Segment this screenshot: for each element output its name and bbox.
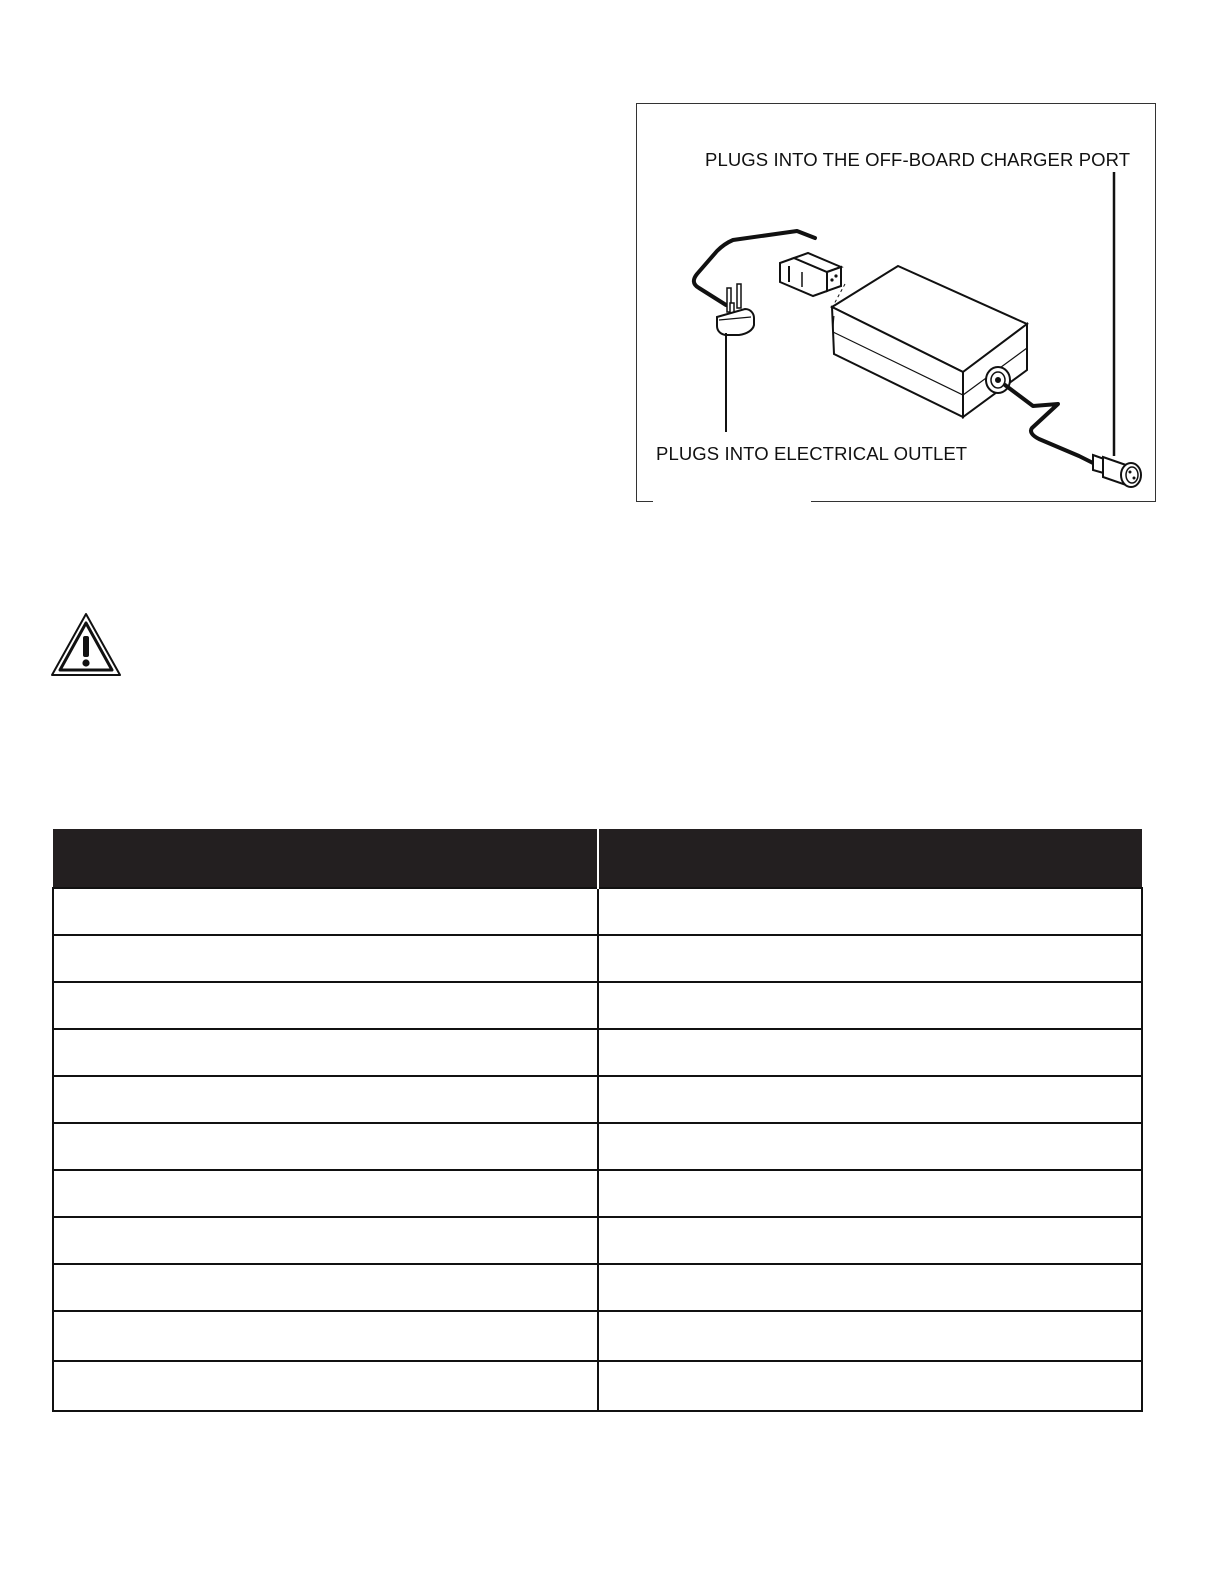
- table-cell: [598, 982, 1143, 1029]
- table-cell: [598, 1217, 1143, 1264]
- table-cell: [53, 888, 598, 935]
- table-cell: [53, 1170, 598, 1217]
- table-row: [53, 1311, 1142, 1361]
- table-cell: [53, 982, 598, 1029]
- table-cell: [598, 1029, 1143, 1076]
- iec-connector-icon: [780, 253, 841, 296]
- table-cell: [53, 1217, 598, 1264]
- table-cell: [598, 1170, 1143, 1217]
- table-cell: [53, 1076, 598, 1123]
- table-row: [53, 1264, 1142, 1311]
- table-cell: [598, 888, 1143, 935]
- table-row: [53, 1123, 1142, 1170]
- callout-electrical-outlet: PLUGS INTO ELECTRICAL OUTLET: [656, 443, 968, 464]
- table-cell: [53, 935, 598, 982]
- table-cell: [598, 935, 1143, 982]
- wall-plug-icon: [717, 284, 754, 335]
- table-cell: [53, 1123, 598, 1170]
- table-cell: [598, 1123, 1143, 1170]
- table-cell: [53, 1264, 598, 1311]
- table-cell: [598, 1361, 1143, 1411]
- warning-triangle-icon: [50, 612, 122, 678]
- table-row: [53, 888, 1142, 935]
- table-cell: [53, 1311, 598, 1361]
- dc-cord: [1005, 385, 1095, 464]
- callout-charger-port: PLUGS INTO THE OFF-BOARD CHARGER PORT: [705, 149, 1131, 170]
- table-cell: [53, 1361, 598, 1411]
- table-cell: [53, 1029, 598, 1076]
- table-row: [53, 1217, 1142, 1264]
- table-row: [53, 935, 1142, 982]
- table-cell: [598, 1076, 1143, 1123]
- table-row: [53, 1361, 1142, 1411]
- table-header-right: [598, 829, 1143, 888]
- table-cell: [598, 1264, 1143, 1311]
- barrel-connector-icon: [1093, 455, 1141, 487]
- table-row: [53, 1170, 1142, 1217]
- table-row: [53, 1076, 1142, 1123]
- spec-table: [52, 829, 1143, 1412]
- table-row: [53, 1029, 1142, 1076]
- table-header-row: [53, 829, 1142, 888]
- table-header-left: [53, 829, 598, 888]
- charger-figure: [636, 103, 1156, 502]
- charger-brick-icon: [832, 266, 1027, 417]
- table-row: [53, 982, 1142, 1029]
- table-cell: [598, 1311, 1143, 1361]
